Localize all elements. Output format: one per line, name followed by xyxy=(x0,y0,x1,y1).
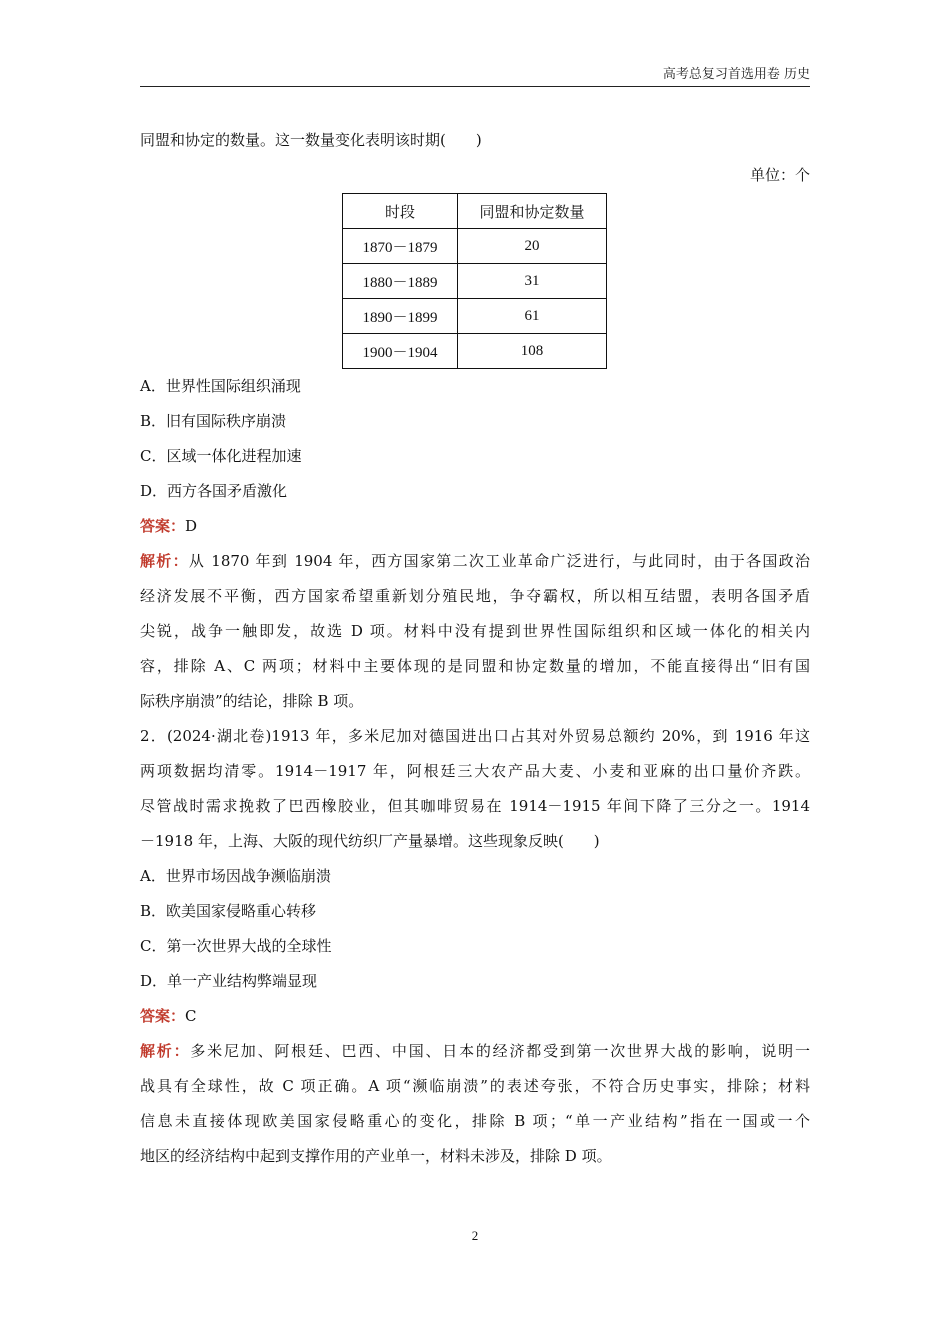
table-unit: 单位：个 xyxy=(749,166,810,184)
table-cell: 108 xyxy=(458,334,607,369)
table-cell: 31 xyxy=(458,264,607,299)
q2-stem-line: －1918 年，上海、大阪的现代纺织厂产量暴增。这些现象反映( ) xyxy=(140,832,600,850)
q1-stem: 同盟和协定的数量。这一数量变化表明该时期( ) xyxy=(140,131,482,149)
q2-analysis-line: 战具有全球性，故 C 项正确。A 项“濒临崩溃”的表述夸张，不符合历史事实，排除；材料 xyxy=(140,1077,810,1095)
q2-stem-line: 尽管战时需求挽救了巴西橡胶业，但其咖啡贸易在 1914－1915 年间下降了三分之一。1914 xyxy=(140,797,810,815)
analysis-label: 解析： xyxy=(140,552,189,570)
table-header-cell: 时段 xyxy=(343,194,458,229)
table-row xyxy=(343,264,607,299)
q2-analysis-line: 信息未直接体现欧美国家侵略重心的变化，排除 B 项；“单一产业结构”指在一国或一个 xyxy=(140,1112,810,1130)
q1-option-a: A．世界性国际组织涌现 xyxy=(140,377,301,395)
answer-value: D xyxy=(185,517,198,535)
table-row xyxy=(343,299,607,334)
q2-stem-line: 2．(2024·湖北卷)1913 年，多米尼加对德国进出口占其对外贸易总额约 20%，到 1916 年这 xyxy=(140,727,810,745)
page-content xyxy=(140,123,810,1174)
table-header-cell: 同盟和协定数量 xyxy=(458,194,607,229)
q2-option-d: D．单一产业结构弊端显现 xyxy=(140,972,318,990)
q1-analysis-line: 容，排除 A、C 两项；材料中主要体现的是同盟和协定数量的增加，不能直接得出“旧有国 xyxy=(140,657,810,675)
table-header-row xyxy=(343,194,607,229)
table-row xyxy=(343,229,607,264)
q2-stem-line: 两项数据均清零。1914－1917 年，阿根廷三大农产品大麦、小麦和亚麻的出口量价齐跌。 xyxy=(140,762,810,780)
table-cell: 1900－1904 xyxy=(343,334,458,369)
q1-option-d: D．西方各国矛盾激化 xyxy=(140,482,288,500)
q1-analysis-line: 尖锐，战争一触即发，故选 D 项。材料中没有提到世界性国际组织和区域一体化的相关内 xyxy=(140,622,810,640)
q1-option-c: C．区域一体化进程加速 xyxy=(140,447,302,465)
analysis-label: 解析： xyxy=(140,1042,191,1060)
alliance-table xyxy=(342,193,607,369)
table-cell: 1870－1879 xyxy=(343,229,458,264)
table-cell: 20 xyxy=(458,229,607,264)
answer-label: 答案： xyxy=(140,1007,186,1025)
table-cell: 1890－1899 xyxy=(343,299,458,334)
answer-value: C xyxy=(185,1007,197,1025)
analysis-text: 多米尼加、阿根廷、巴西、中国、日本的经济都受到第一次世界大战的影响，说明一 xyxy=(190,1042,810,1060)
q2-option-c: C．第一次世界大战的全球性 xyxy=(140,937,332,955)
answer-label: 答案： xyxy=(140,517,186,535)
q2-option-b: B．欧美国家侵略重心转移 xyxy=(140,902,317,920)
table-cell: 61 xyxy=(458,299,607,334)
q1-analysis-line: 经济发展不平衡，西方国家希望重新划分殖民地，争夺霸权，所以相互结盟，表明各国矛盾 xyxy=(140,587,810,605)
q2-analysis-line: 地区的经济结构中起到支撑作用的产业单一，材料未涉及，排除 D 项。 xyxy=(140,1147,612,1165)
header-title: 高考总复习首选用卷 历史 xyxy=(662,67,810,82)
analysis-text: 从 1870 年到 1904 年，西方国家第二次工业革命广泛进行，与此同时，由于各国政治 xyxy=(188,552,810,570)
q1-answer xyxy=(140,509,810,544)
page-header xyxy=(140,66,810,87)
q2-answer xyxy=(140,999,810,1034)
q2-analysis-line xyxy=(140,1034,810,1069)
q1-option-b: B．旧有国际秩序崩溃 xyxy=(140,412,287,430)
q2-option-a: A．世界市场因战争濒临崩溃 xyxy=(140,867,331,885)
page-number: 2 xyxy=(471,1228,479,1243)
table-cell: 1880－1889 xyxy=(343,264,458,299)
q1-analysis-line: 际秩序崩溃”的结论，排除 B 项。 xyxy=(140,692,364,710)
table-row xyxy=(343,334,607,369)
q1-analysis-line xyxy=(140,544,810,579)
